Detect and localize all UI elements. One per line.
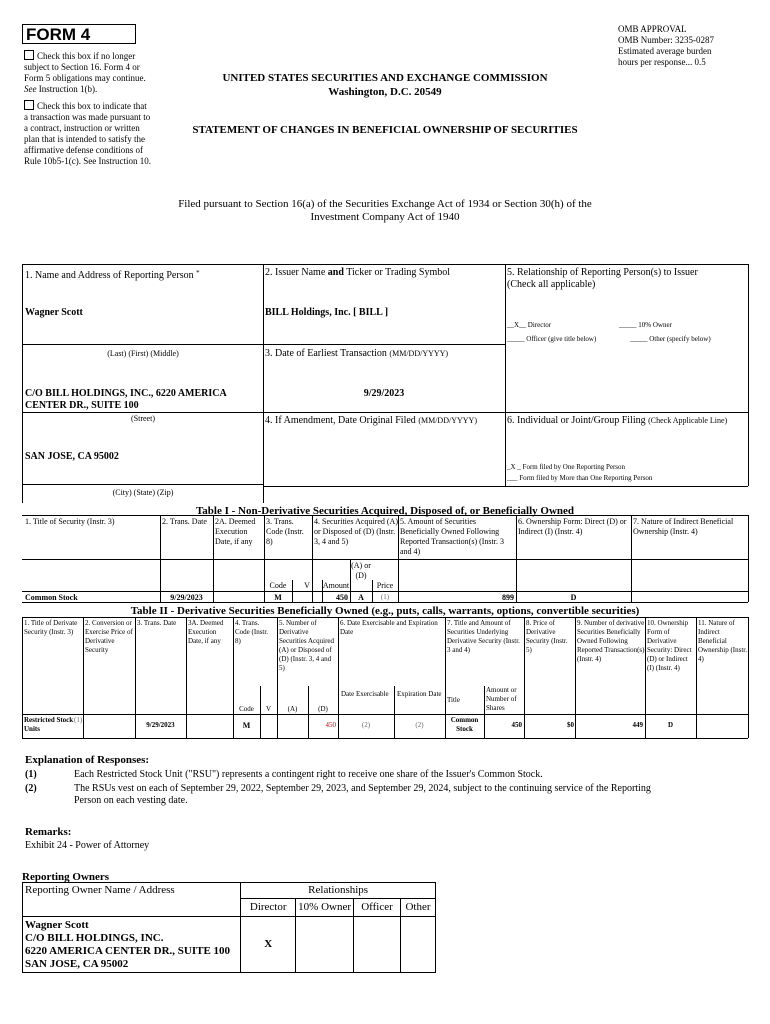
t1-sub-amount: Amount xyxy=(322,581,350,590)
owners-col-other: Other xyxy=(400,899,435,917)
relationship-other[interactable]: _____ Other (specify below) xyxy=(630,335,711,343)
city-caption: (City) (State) (Zip) xyxy=(112,488,174,497)
box3-label: 3. Date of Earliest Transaction (MM/DD/YYYY) xyxy=(265,348,449,359)
reporting-owners-table xyxy=(22,882,436,973)
explanation-title: Explanation of Responses: xyxy=(25,754,150,766)
t2-h-title: 1. Title of Derivate Security (Instr. 3) xyxy=(24,619,78,636)
t1-h-acquired: 4. Securities Acquired (A) or Disposed of (D) (Instr. 3, 4 and 5) xyxy=(314,517,398,546)
t2-row-underlying-title: Common Stock xyxy=(450,716,479,733)
t1-row-aord: A xyxy=(358,593,364,602)
t2-row-footnote[interactable]: (1) xyxy=(74,716,83,724)
box2-label: 2. Issuer Name and Ticker or Trading Symbol xyxy=(265,267,451,278)
t1-h-ownership: 6. Ownership Form: Direct (D) or Indirect (I) (Instr. 4) xyxy=(518,517,627,536)
owners-col-relationships: Relationships xyxy=(241,883,436,899)
owner-row-director: X xyxy=(241,917,296,973)
t1-h-nature: 7. Nature of Indirect Beneficial Ownership (Instr. 4) xyxy=(633,517,734,536)
box5-label: 5. Relationship of Reporting Person(s) to Issuer (Check all applicable) xyxy=(507,267,698,290)
name-caption: (Last) (First) (Middle) xyxy=(107,349,179,358)
owners-col-director: Director xyxy=(241,899,296,917)
check-rule10b5[interactable]: Check this box to indicate that a transaction was made pursuant to a contract, instruction or written plan that is intended to satisfy the affirmative defense conditions of Rule 10b5-1(c). See Instruction 10. xyxy=(24,101,151,166)
t1-sub-code: Code xyxy=(269,581,287,590)
t2-h-form: 10. Ownership Form of Derivative Security: Direct (D) or Indirect (I) (Instr. 4) xyxy=(647,619,692,672)
t2-row-price: $0 xyxy=(567,721,574,729)
t2-h-number: 5. Number of Derivative Securities Acquired (A) or Disposed of (D) (Instr. 3, 4 and 5) xyxy=(279,619,335,672)
filed-pursuant: Filed pursuant to Section 16(a) of the Securities Exchange Act of 1934 or Section 30(h) of the Investment Company Act of 1940 xyxy=(178,198,592,223)
table2-title: Table II - Derivative Securities Beneficially Owned (e.g., puts, calls, warrants, options, convertible securities) xyxy=(130,605,640,617)
owners-title: Reporting Owners xyxy=(22,871,110,883)
owner-row-other xyxy=(400,917,435,973)
t1-h-deemed: 2A. Deemed Execution Date, if any xyxy=(215,517,256,546)
t2-row-exercisable-footnote[interactable]: (2) xyxy=(361,721,371,729)
owners-col-name: Reporting Owner Name / Address xyxy=(23,883,241,917)
t1-row-owned: 899 xyxy=(502,593,514,602)
t1-h-date: 2. Trans. Date xyxy=(162,517,207,526)
box4-label: 4. If Amendment, Date Original Filed (MM/DD/YYYY) xyxy=(265,415,477,426)
t2-h-code: 4. Trans. Code (Instr. 8) xyxy=(235,619,269,645)
t2-h-price: 8. Price of Derivative Security (Instr. 5) xyxy=(526,619,568,654)
t1-row-code: M xyxy=(274,593,282,602)
t2-sub-amount: Amount or Number of Shares xyxy=(486,686,517,712)
t2-sub-d: (D) xyxy=(318,705,328,713)
t1-sub-v: V xyxy=(304,581,310,590)
t2-sub-expiration: Expiration Date xyxy=(397,690,442,698)
street-address: C/O BILL HOLDINGS, INC., 6220 AMERICA CENTER DR., SUITE 100 xyxy=(25,388,227,411)
t1-sub-price: Price xyxy=(376,581,394,590)
t2-row-expiration-footnote[interactable]: (2) xyxy=(415,721,424,729)
filing-one-person[interactable]: _X _ Form filed by One Reporting Person xyxy=(507,463,626,471)
t2-row-date: 9/29/2023 xyxy=(146,721,175,729)
reporting-person-name: Wagner Scott xyxy=(25,307,83,318)
issuer-name: BILL Holdings, Inc. [ BILL ] xyxy=(265,307,389,318)
t2-sub-v: V xyxy=(265,705,272,713)
checkbox-rule10b5[interactable] xyxy=(24,100,34,110)
checkbox-section16[interactable] xyxy=(24,50,34,60)
t1-row-amount: 450 xyxy=(336,593,348,602)
relationship-director[interactable]: __X__ Director xyxy=(507,321,552,329)
remarks-text: Exhibit 24 - Power of Attorney xyxy=(25,840,150,851)
t2-row-code: M xyxy=(242,721,251,730)
t2-row-form: D xyxy=(667,721,674,729)
t2-sub-code: Code xyxy=(239,705,254,713)
t1-h-title: 1. Title of Security (Instr. 3) xyxy=(25,517,115,526)
t2-h-date: 3. Trans. Date xyxy=(137,619,177,627)
statement-title: STATEMENT OF CHANGES IN BENEFICIAL OWNERSHIP OF SECURITIES xyxy=(192,124,578,136)
t2-row-security: Restricted Stock Units xyxy=(24,716,74,733)
t1-row-price-footnote[interactable]: (1) xyxy=(380,593,390,601)
check-section16[interactable]: Check this box if no longer subject to Section 16. Form 4 or Form 5 obligations may continue. See Instruction 1(b). xyxy=(24,51,146,94)
relationship-10pct-owner[interactable]: _____ 10% Owner xyxy=(619,321,672,329)
agency-name: UNITED STATES SECURITIES AND EXCHANGE COMMISSION xyxy=(222,72,548,84)
t2-h-deemed: 3A. Deemed Execution Date, if any xyxy=(188,619,224,645)
t1-h-amount-owned: 5. Amount of Securities Beneficially Owned Following Reported Transaction(s) (Instr. 3 and 4) xyxy=(400,517,504,556)
t2-h-conversion: 2. Conversion or Exercise Price of Derivative Security xyxy=(85,619,133,654)
t1-h-code: 3. Trans. Code (Instr. 8) xyxy=(266,517,304,546)
owner-row-name: Wagner Scott C/O BILL HOLDINGS, INC. 6220 AMERICA CENTER DR., SUITE 100 SAN JOSE, CA 95002 xyxy=(23,917,241,973)
t2-h-owned: 9. Number of derivative Securities Beneficially Owned Following Reported Transaction(s) (Instr. 4) xyxy=(577,619,645,663)
agency-city: Washington, D.C. 20549 xyxy=(328,86,442,98)
omb-approval: OMB APPROVAL OMB Number: 3235-0287 Estimated average burden hours per response... 0.5 xyxy=(618,24,714,67)
t2-row-underlying-amount: 450 xyxy=(511,721,522,729)
t1-row-form: D xyxy=(570,593,577,602)
t2-h-underlying: 7. Title and Amount of Securities Underlying Derivative Security (Instr. 3 and 4) xyxy=(447,619,520,654)
street-caption: (Street) xyxy=(131,414,155,423)
remarks-title: Remarks: xyxy=(25,826,72,838)
footnote-2-text: The RSUs vest on each of September 29, 2022, September 29, 2023, and September 29, 2024, subject to the continuing service of the Reporting Person on each vesting date. xyxy=(74,783,651,806)
footnote-1-number: (1) xyxy=(25,769,37,780)
city-state-zip: SAN JOSE, CA 95002 xyxy=(25,451,119,462)
owners-col-10pct: 10% Owner xyxy=(296,899,354,917)
owners-col-officer: Officer xyxy=(354,899,401,917)
t2-sub-title: Title xyxy=(447,696,460,704)
box6-label: 6. Individual or Joint/Group Filing (Check Applicable Line) xyxy=(507,415,728,426)
t2-row-disposed: 450 xyxy=(325,721,336,729)
t1-sub-aord: (A) or (D) xyxy=(351,561,371,580)
earliest-transaction-date: 9/29/2023 xyxy=(363,388,405,399)
t2-h-dates: 6. Date Exercisable and Expiration Date xyxy=(340,619,438,636)
t1-row-security: Common Stock xyxy=(25,593,78,602)
table1-title: Table I - Non-Derivative Securities Acquired, Disposed of, or Beneficially Owned xyxy=(195,505,575,517)
t2-sub-exercisable: Date Exercisable xyxy=(341,690,389,698)
form-title: FORM 4 xyxy=(22,24,136,44)
footnote-2-number: (2) xyxy=(25,783,37,794)
box1-label: 1. Name and Address of Reporting Person * xyxy=(25,269,200,281)
filing-multiple-persons[interactable]: ___ Form filed by More than One Reporting Person xyxy=(507,474,653,482)
footnote-1-text: Each Restricted Stock Unit ("RSU") represents a contingent right to receive one share of the Issuer's Common Stock. xyxy=(74,769,543,780)
t2-sub-a: (A) xyxy=(287,705,298,713)
t2-row-owned: 449 xyxy=(632,721,643,729)
t1-row-date: 9/29/2023 xyxy=(170,593,203,602)
t2-h-nature: 11. Nature of Indirect Beneficial Ownership (Instr. 4) xyxy=(698,619,747,663)
owner-row-10pct xyxy=(296,917,354,973)
owner-row-officer xyxy=(354,917,401,973)
relationship-officer[interactable]: _____ Officer (give title below) xyxy=(507,335,597,343)
